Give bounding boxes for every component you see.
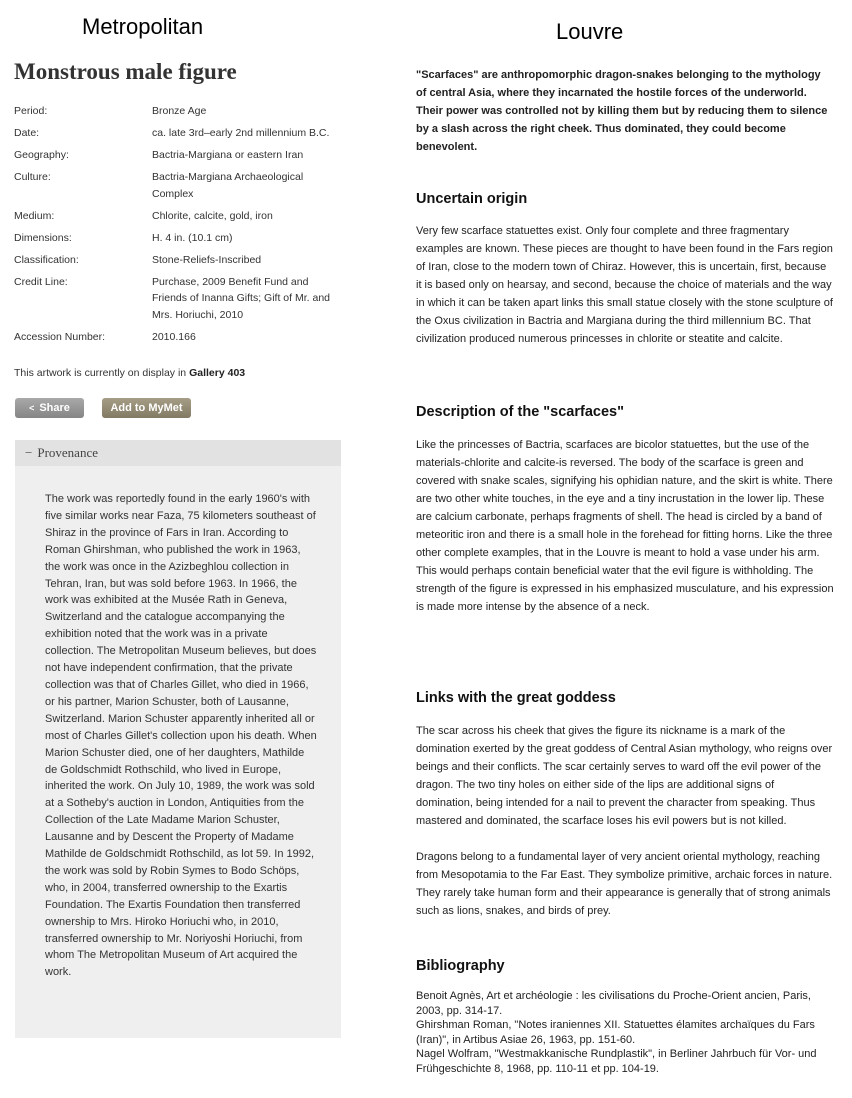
section-text-description: Like the princesses of Bactria, scarfaces are bicolor statuettes, but the use of the materials-chlorite and calcite-is reversed. The body of the scarface is green and covered with snake scales, signifying his ophidian nature, and the skirt is white. There are two other white touches, in the eye and a tiny incrustation in the lower lip. These are calcium carbonate, perhaps fragments of shell. The head is circled by a band of meteoritic iron and there is a small hole in the forehead for fitting horns. Like the three other complete examples, that in the Louvre is meant to hold a vase under his arm. This would perhaps contain beneficial water that the evil figure is withholding. The strength of the figure is expressed in his emphasized musculature, and his expression is made more intense by the absence of a neck.	[416, 439, 834, 613]
detail-row-accession-number	[14, 329, 344, 346]
section-text-great-goddess: The scar across his cheek that gives the figure its nickname is a mark of the domination exerted by the great goddess of Central Asian mythology, who reigns over beings and their conflicts. The scar certainly serves to ward off the evil power of the dragon. The two tiny holes on either side of the lips are additional signs of domination, being intended for a nail to prevent the character from speaking. Thus mastered and dominated, the scarface loses his evil powers but is not killed.	[416, 725, 833, 827]
detail-label: Geography:	[14, 149, 69, 161]
provenance-title: Provenance	[37, 445, 98, 460]
detail-row-date	[14, 125, 344, 142]
detail-row-medium	[14, 208, 344, 225]
louvre-intro: "Scarfaces" are anthropomorphic dragon-snakes belonging to the mythology of central Asia, where they incarnated the hostile forces of the underworld. Their power was controlled not by killing them but by reducing them to silence by a slash across the right cheek. Thus dominated, they could become benevolent.	[416, 69, 828, 153]
detail-value: Bactria-Margiana or eastern Iran	[152, 149, 304, 161]
detail-value: Purchase, 2009 Benefit Fund and Friends of Inanna Gifts; Gift of Mr. and Mrs. Horiuchi, 2010	[152, 275, 330, 321]
detail-row-geography	[14, 147, 344, 164]
detail-label: Culture:	[14, 171, 51, 183]
detail-label: Classification:	[14, 253, 79, 266]
detail-value: Bactria-Margiana Archaeological Complex	[152, 171, 304, 200]
bibliography-list	[416, 989, 834, 1077]
detail-value: 2010.166	[152, 330, 196, 343]
bibliography-entry: Nagel Wolfram, "Westmakkanische Rundplastik", in Berliner Jahrbuch für Vor- und Frühgeschichte 8, 1968, pp. 110-11 et pp. 104-19.	[416, 1048, 817, 1075]
section-heading-description: Description of the "scarfaces"	[416, 404, 624, 420]
display-note-text: This artwork is currently on display in	[14, 367, 187, 379]
detail-row-culture	[14, 169, 344, 202]
bibliography-entry: Benoit Agnès, Art et archéologie : les civilisations du Proche-Orient ancien, Paris, 2003, pp. 314-17.	[416, 990, 811, 1017]
detail-row-dimensions	[14, 230, 344, 247]
add-to-mymet-button[interactable]: Add to MyMet	[102, 398, 191, 418]
share-icon: <	[29, 403, 35, 413]
detail-label: Dimensions:	[14, 231, 72, 244]
detail-label: Medium:	[14, 209, 55, 222]
detail-row-credit-line	[14, 274, 344, 324]
provenance-text: The work was reportedly found in the early 1960's with five similar works near Faza, 75 kilometers southeast of Shiraz in the province of Fars in Iran. According to Roman Ghirshman, who published the work in 1963, the work was once in the Azizbeghlou collection in Tehran, Iran, but was sold before 1963. In 1966, the work was exhibited at the Musée Rath in Geneva, Switzerland and the catalogue accompanying the exhibition noted that the work was in a private collection. The Metropolitan Museum believes, but does not have independent confirmation, that the private collection was that of Charles Gillet, who died in 1966, or his partner, Marion Schuster, both of Lausanne, Switzerland. Marion Schuster apparently inherited all or most of Charles Gillet's collection upon his death. When Marion Schuster died, one of her daughters, Mathilde de Goldschmidt Rothschild, who lived in Europe, inherited the work. On July 10, 1989, the work was sold at a Sotheby's auction in London, Antiquities from the Collection of the Late Madame Marion Schuster, Lausanne and by Descent the Property of Madame Mathilde de Goldschmidt Rothschild, as lot 59. In 1992, the work was sold by Robin Symes to Bodo Schöps, who, in 2004, transferred ownership to the Exartis Foundation. The Exartis Foundation then transferred ownership to Mrs. Hiroko Horiuchi who, in 2010, transferred ownership to Mr. Noriyoshi Horiuchi, from whom The Metropolitan Museum of Art acquired the work.	[45, 493, 317, 979]
bibliography-heading: Bibliography	[416, 958, 505, 974]
detail-value: Stone-Reliefs-Inscribed	[152, 253, 262, 266]
detail-value: Chlorite, calcite, gold, iron	[152, 209, 273, 222]
section-heading-uncertain-origin: Uncertain origin	[416, 191, 528, 207]
louvre-heading: Louvre	[556, 19, 624, 44]
detail-label: Period:	[14, 105, 48, 117]
section-text-uncertain-origin: Very few scarface statuettes exist. Only four complete and three fragmentary examples are known. These pieces are thought to have been found in the Fars region of Iran, close to the modern town of Chiraz. However, this is uncertain, first, because it is based only on hearsay, and second, because the choice of materials and the way in which it can be taken apart links this small statue closely with the stone sculpture of the Oxus civilization in Bactria and Margiana during the third millennium BC. That civilization produced numerous princesses in chlorite or steatite and calcite.	[416, 225, 833, 345]
bibliography-entry: Ghirshman Roman, "Notes iraniennes XII. Statuettes élamites archaïques du Fars (Iran)", in Artibus Asiae 26, 1963, pp. 151-60.	[416, 1019, 815, 1046]
provenance-toggle[interactable]	[15, 440, 341, 466]
artwork-title: Monstrous male figure	[14, 59, 237, 84]
section-text-dragons: Dragons belong to a fundamental layer of very ancient oriental mythology, reaching from Mesopotamia to the Far East. They symbolize primitive, archaic forces in nature. They rarely take human form and their appearance is generally that of strong animals such as lions, snakes, and birds of prey.	[416, 851, 833, 917]
metropolitan-heading: Metropolitan	[82, 14, 204, 39]
detail-value: ca. late 3rd–early 2nd millennium B.C.	[152, 127, 330, 139]
share-button-label: Share	[39, 402, 70, 414]
collapse-icon: −	[25, 445, 33, 460]
artwork-details	[14, 103, 344, 351]
share-button[interactable]	[15, 398, 84, 418]
detail-row-classification	[14, 252, 344, 269]
gallery-link[interactable]: Gallery 403	[189, 367, 246, 379]
detail-row-period	[14, 103, 344, 120]
detail-label: Date:	[14, 127, 40, 139]
detail-label: Accession Number:	[14, 330, 106, 343]
detail-value: Bronze Age	[152, 105, 207, 117]
detail-label: Credit Line:	[14, 275, 68, 288]
provenance-panel	[15, 440, 341, 1038]
display-note	[14, 367, 245, 379]
section-heading-great-goddess: Links with the great goddess	[416, 690, 616, 706]
detail-value: H. 4 in. (10.1 cm)	[152, 231, 233, 244]
